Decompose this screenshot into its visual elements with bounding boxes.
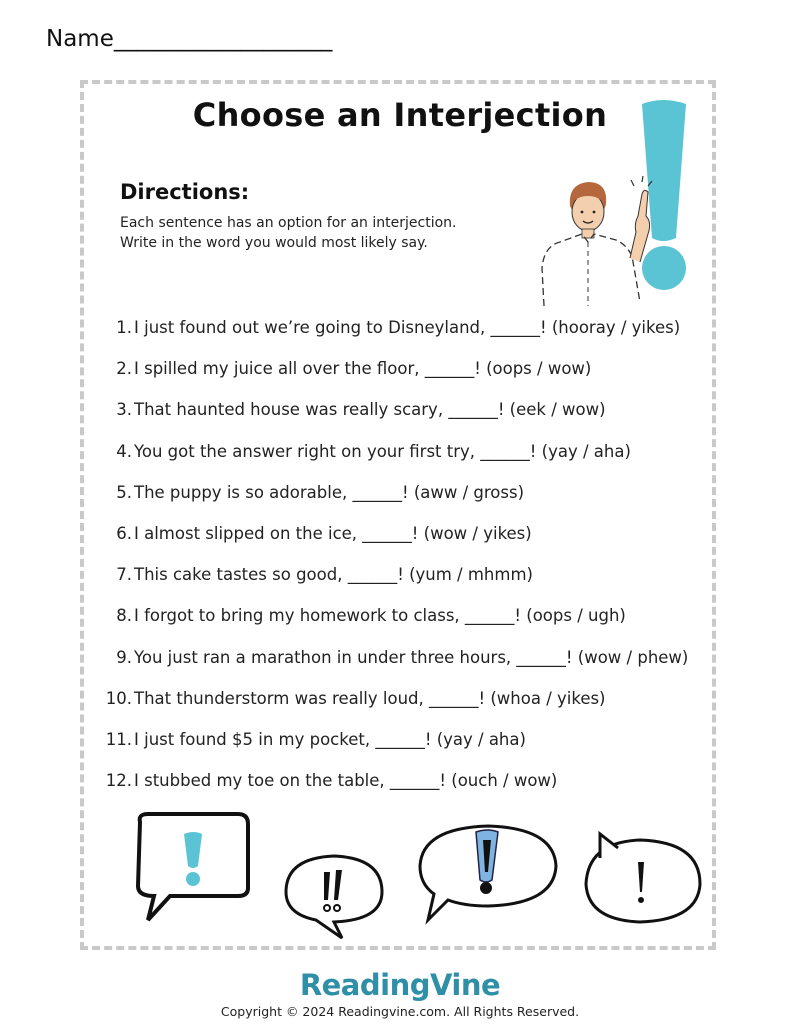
question-text: I just found out we’re going to Disneyland, ______! (hooray / yikes) [134,318,681,337]
question-text: This cake tastes so good, ______! (yum / mhmm) [134,565,533,585]
question-item [104,314,704,355]
question-text: That thunderstorm was really loud, ______! (whoa / yikes) [134,688,606,708]
question-text: I spilled my juice all over the floor, ______! (oops / wow) [134,359,592,379]
person-illustration [530,176,660,310]
question-number: 7. [116,565,132,585]
question-number: 9. [116,647,132,667]
question-item [104,438,704,479]
question-item [104,685,704,726]
directions-line-2: Write in the word you would most likely say. [120,235,428,251]
directions-line-1: Each sentence has an option for an interjection. [120,215,457,231]
question-text: You got the answer right on your first try, ______! (yay / aha) [134,441,631,461]
question-number: 2. [116,359,132,379]
question-number: 6. [116,523,132,543]
question-item [104,644,704,685]
question-item [104,602,704,643]
question-number: 5. [116,482,132,502]
directions-heading: Directions: [120,180,250,204]
question-item [104,767,704,808]
speech-bubble-icon [586,834,700,922]
speech-bubbles [130,808,710,944]
question-item [104,355,704,396]
readingvine-logo: ReadingVine [299,968,501,1002]
question-number: 12. [105,771,132,791]
question-text: The puppy is so adorable, ______! (aww / gross) [134,482,525,502]
name-field[interactable]: Name___________________ [46,26,333,52]
question-item [104,520,704,561]
question-number: 3. [116,400,132,420]
question-number: 10. [105,688,132,708]
question-text: I forgot to bring my homework to class, ______! (oops / ugh) [134,606,626,626]
question-number: 1. [116,318,132,337]
question-item [104,396,704,437]
question-text: You just ran a marathon in under three hours, ______! (wow / phew) [134,647,689,667]
question-number: 8. [116,606,132,626]
question-number: 4. [116,441,132,461]
speech-bubble-icon [138,814,248,920]
speech-bubble-icon [286,856,382,938]
question-list [104,314,704,808]
question-item [104,561,704,602]
question-item [104,479,704,520]
question-text: I just found $5 in my pocket, ______! (yay / aha) [134,729,526,749]
copyright-text: Copyright © 2024 Readingvine.com. All Rights Reserved. [220,1004,580,1019]
question-text: I stubbed my toe on the table, ______! (ouch / wow) [134,771,558,791]
question-text: That haunted house was really scary, ______! (eek / wow) [134,400,606,420]
question-number: 11. [105,729,132,749]
directions-text [120,213,520,253]
question-item [104,726,704,767]
worksheet-title: Choose an Interjection [192,96,608,134]
speech-bubble-icon [420,826,556,920]
question-text: I almost slipped on the ice, ______! (wow / yikes) [134,523,532,543]
